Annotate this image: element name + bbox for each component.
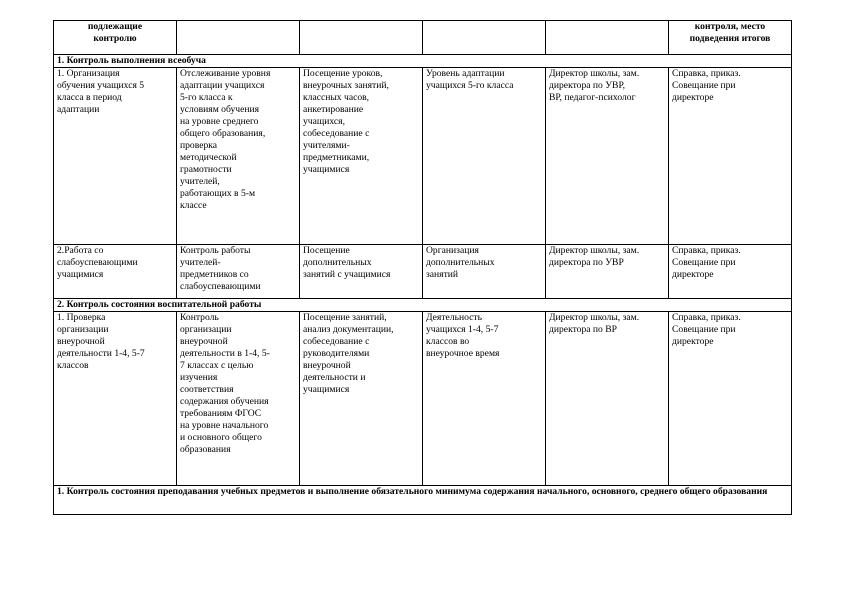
header-cell: [300, 21, 423, 55]
section-title: 1. Контроль выполнения всеобуча: [54, 55, 792, 68]
table-cell: Контроль работы учителей- предметников со слабоуспевающими: [177, 245, 300, 299]
table-cell: 1. Проверка организации внеурочной деятельности 1-4, 5-7 классов: [54, 312, 177, 486]
table-cell: Директор школы, зам. директора по ВР: [546, 312, 669, 486]
table-cell: Справка, приказ. Совещание при директоре: [669, 68, 792, 245]
table-cell: Отслеживание уровня адаптации учащихся 5-го класса к условиям обучения на уровне среднего общего образования, проверка методической грамотности учителей, работающих в 5-м классе: [177, 68, 300, 245]
header-cell: [423, 21, 546, 55]
header-cell: [546, 21, 669, 55]
section-row: [54, 55, 792, 68]
section-title: 2. Контроль состояния воспитательной работы: [54, 299, 792, 312]
table-cell: Контроль организации внеурочной деятельности в 1-4, 5- 7 классах с целью изучения соответствия содержания обучения требованиям ФГОС на уровне начального и основного общего образования: [177, 312, 300, 486]
section-title: 1. Контроль состояния преподавания учебных предметов и выполнение обязательного минимума содержания начального, основного, среднего общего образования: [54, 486, 792, 515]
table-row: [54, 312, 792, 486]
table-cell: Посещение дополнительных занятий с учащимися: [300, 245, 423, 299]
table-cell: Справка, приказ. Совещание при директоре: [669, 245, 792, 299]
table-cell: Директор школы, зам. директора по УВР, ВР, педагог-психолог: [546, 68, 669, 245]
header-cell: [177, 21, 300, 55]
section-row: [54, 486, 792, 515]
header-cell: подлежащие контролю: [54, 21, 177, 55]
table-cell: Деятельность учащихся 1-4, 5-7 классов во внеурочное время: [423, 312, 546, 486]
header-cell: контроля, место подведения итогов: [669, 21, 792, 55]
table-cell: Уровень адаптации учащихся 5-го класса: [423, 68, 546, 245]
table-cell: Справка, приказ. Совещание при директоре: [669, 312, 792, 486]
table-cell: Посещение занятий, анализ документации, собеседование с руководителями внеурочной деятельности и учащимися: [300, 312, 423, 486]
control-plan-table: [53, 20, 792, 515]
table-cell: Организация дополнительных занятий: [423, 245, 546, 299]
table-cell: 2.Работа со слабоуспевающими учащимися: [54, 245, 177, 299]
section-row: [54, 299, 792, 312]
table-row: [54, 245, 792, 299]
table-cell: Посещение уроков, внеурочных занятий, классных часов, анкетирование учащихся, собеседование с учителями- предметниками, учащимися: [300, 68, 423, 245]
table-cell: 1. Организация обучения учащихся 5 класса в период адаптации: [54, 68, 177, 245]
table-row: [54, 68, 792, 245]
table-header-row: [54, 21, 792, 55]
table-cell: Директор школы, зам. директора по УВР: [546, 245, 669, 299]
